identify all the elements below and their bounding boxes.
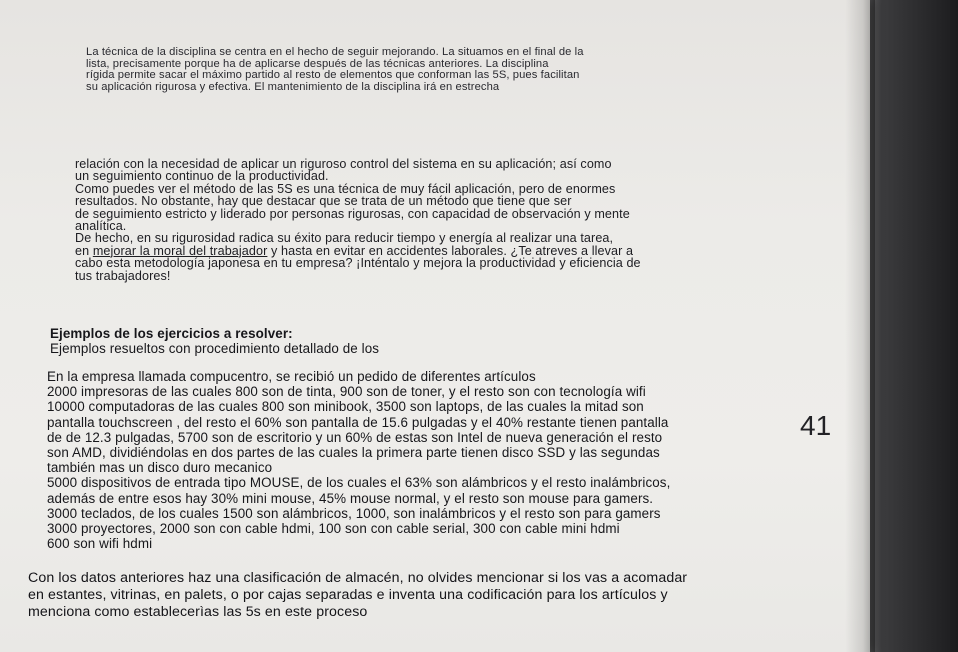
continuation-line: Como puedes ver el método de las 5S es una técnica de muy fácil aplicación, pero de enormes bbox=[75, 181, 616, 196]
problem-line: En la empresa llamada compucentro, se recibió un pedido de diferentes artículos bbox=[47, 369, 536, 384]
continuation-line: resultados. No obstante, hay que destacar que se trata de un método que tiene que ser bbox=[75, 194, 572, 209]
intro-line: rígida permite sacar el máximo partido al resto de elementos que conforman las 5S, pues facilitan bbox=[86, 69, 580, 81]
problem-line: 600 son wifi hdmi bbox=[47, 536, 153, 552]
intro-line: su aplicación rigurosa y efectiva. El mantenimiento de la disciplina irá en estrecha bbox=[86, 80, 500, 93]
instruction-line: en estantes, vitrinas, en palets, o por cajas separadas e inventa una codificación para los artículos y bbox=[28, 587, 668, 604]
continuation-line: un seguimiento continuo de la productividad. bbox=[75, 169, 329, 184]
page-edge-shadow bbox=[845, 0, 875, 652]
problem-line: 2000 impresoras de las cuales 800 son de tinta, 900 son de toner, y el resto son con tecnología wifi bbox=[47, 384, 646, 400]
problem-line: 3000 teclados, de los cuales 1500 son alámbricos, 1000, son inalámbricos y el resto son para gamers bbox=[47, 505, 661, 521]
exercises-section bbox=[50, 326, 379, 356]
problem-line: además de entre esos hay 30% mini mouse, 45% mouse normal, y el resto son mouse para gamers. bbox=[47, 490, 654, 506]
continuation-paragraph bbox=[75, 158, 641, 282]
line-suffix: y hasta en evitar en accidentes laborales. ¿Te atreves a llevar a bbox=[267, 243, 634, 258]
problem-line: de de 12.3 pulgadas, 5700 son de escritorio y un 60% de estas son Intel de nueva generación el resto bbox=[47, 429, 663, 445]
continuation-line: tus trabajadores! bbox=[75, 268, 171, 283]
underlined-link[interactable]: mejorar la moral del trabajador bbox=[92, 243, 268, 258]
instruction-paragraph bbox=[28, 570, 687, 622]
instruction-line: Con los datos anteriores haz una clasificación de almacén, no olvides mencionar si los vas a acomadar bbox=[28, 570, 688, 586]
continuation-line: De hecho, en su rigurosidad radica su éxito para reducir tiempo y energía al realizar una tarea, bbox=[75, 231, 614, 246]
intro-line: La técnica de la disciplina se centra en el hecho de seguir mejorando. La situamos en el final de la bbox=[86, 46, 584, 58]
intro-line: lista, precisamente porque ha de aplicarse después de las técnicas anteriores. La disciplina bbox=[86, 57, 549, 70]
continuation-line: relación con la necesidad de aplicar un riguroso control del sistema en su aplicación; así como bbox=[75, 157, 612, 171]
problem-statement bbox=[47, 369, 670, 551]
problem-line: también mas un disco duro mecanico bbox=[47, 460, 273, 476]
problem-line: son AMD, dividiéndolas en dos partes de las cuales la primera parte tienen disco SSD y las segundas bbox=[47, 445, 660, 461]
exercises-heading: Ejemplos de los ejercicios a resolver: bbox=[50, 326, 293, 341]
continuation-line: analítica. bbox=[75, 219, 127, 234]
exercises-subheading: Ejemplos resueltos con procedimiento detallado de los bbox=[50, 341, 380, 357]
page-number: 41 bbox=[800, 410, 832, 441]
intro-paragraph bbox=[86, 47, 584, 93]
instruction-line: menciona como establecerìas las 5s en este proceso bbox=[28, 604, 368, 621]
problem-line: 3000 proyectores, 2000 son con cable hdmi, 100 son con cable serial, 300 con cable mini hdmi bbox=[47, 521, 620, 537]
problem-line: pantalla touchscreen , del resto el 60% son pantalla de 15.6 pulgadas y el 40% restante tienen pantalla bbox=[47, 414, 669, 430]
continuation-line: de seguimiento estricto y liderado por personas rigurosas, con capacidad de observación y mente bbox=[75, 206, 630, 221]
line-prefix: en bbox=[75, 243, 93, 258]
continuation-line: cabo esta metodología japonesa en tu empresa? ¡Inténtalo y mejora la productividad y eficiencia de bbox=[75, 256, 641, 271]
problem-line: 10000 computadoras de las cuales 800 son minibook, 3500 son laptops, de las cuales la mitad son bbox=[47, 399, 644, 415]
problem-line: 5000 dispositivos de entrada tipo MOUSE, de los cuales el 63% son alámbricos y el resto inalámbricos, bbox=[47, 475, 671, 491]
